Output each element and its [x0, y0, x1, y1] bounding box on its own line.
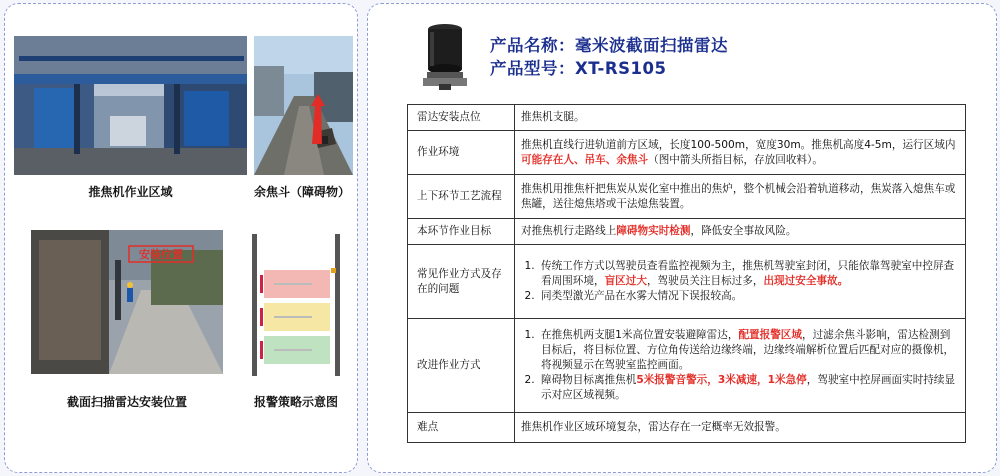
table-row [408, 219, 966, 245]
row-key: 雷达安装点位 [408, 105, 515, 131]
alarm-strategy-diagram [248, 230, 344, 380]
text-segment: ，驾驶员关注目标过多， [646, 275, 764, 287]
table-row [408, 105, 966, 131]
text-segment: 同类型激光产品在水雾大情况下误报较高。 [541, 290, 743, 302]
row-value [515, 245, 966, 319]
table-row [408, 319, 966, 413]
coke-bucket-photo [254, 36, 353, 175]
highlight-text: 出现过安全事故。 [763, 275, 849, 287]
list-item [538, 289, 959, 304]
row-key: 作业环境 [408, 131, 515, 175]
list-item [538, 328, 959, 373]
row-key: 常见作业方式及存在的问题 [408, 245, 515, 319]
row-key: 改进作业方式 [408, 319, 515, 413]
product-name: 毫米波截面扫描雷达 [575, 36, 728, 55]
product-model-line [490, 55, 666, 79]
caption-radar-position: 截面扫描雷达安装位置 [66, 395, 187, 409]
row-value [515, 319, 966, 413]
text-segment: （图中箭头所指目标，存放回收料）。 [648, 153, 823, 166]
table-row [408, 131, 966, 175]
text-segment: ，降低安全事故风险。 [690, 225, 797, 237]
row-key: 上下环节工艺流程 [408, 175, 515, 219]
table-row [408, 175, 966, 219]
highlight-text: 配置报警区域 [738, 329, 802, 341]
text-segment: 推焦机直线行进轨道前方区域，长度100-500m，宽度30m。推焦机高度4-5m，运行区域内 [521, 138, 956, 151]
row-value [515, 219, 966, 245]
text-segment: 障碍物目标离推焦机 [541, 374, 637, 386]
highlight-text: 5米报警音警示，3米减速，1米急停 [636, 374, 807, 386]
text-segment: ，驾驶室中控屏画面实时持续显示对应区域视频。 [541, 374, 956, 401]
table-row [408, 413, 966, 443]
product-name-label: 产品名称： [490, 36, 575, 55]
text-segment: 在推焦机两支腿1米高位置安装避障雷达， [541, 329, 739, 341]
radar-position-photo [31, 230, 223, 374]
list-item [538, 259, 959, 289]
pusher-area-photo [14, 36, 247, 175]
row-value: 推焦机支腿。 [515, 105, 966, 131]
highlight-text: 可能存在人、吊车、余焦斗 [521, 153, 649, 166]
caption-alarm-diagram: 报警策略示意图 [253, 395, 338, 409]
text-segment: 对推焦机行走路线上 [521, 225, 617, 237]
product-model-label: 产品型号： [490, 59, 575, 78]
row-key: 难点 [408, 413, 515, 443]
product-info-table [407, 104, 966, 443]
row-value [515, 131, 966, 175]
radar-product-image [417, 20, 473, 92]
install-position-overlay-label: 安装位置 [139, 249, 183, 261]
caption-pusher-area: 推焦机作业区域 [88, 185, 173, 199]
product-model: XT-RS105 [575, 59, 667, 78]
row-value: 推焦机用推焦杆把焦炭从炭化室中推出的焦炉，整个机械会沿着轨道移动，焦炭落入熄焦车或焦罐，送往熄焦塔或干法熄焦装置。 [515, 175, 966, 219]
text-segment: ，过滤余焦斗影响，雷达检测到目标后，将目标位置、方位角传送给边缘终端，边缘终端解析位置后匹配对应的摄像机，将视频显示在驾驶室监控画面。 [541, 329, 955, 371]
product-name-line [490, 32, 728, 56]
table-row [408, 245, 966, 319]
highlight-text: 障碍物实时检测 [616, 225, 691, 237]
row-key: 本环节作业目标 [408, 219, 515, 245]
list-item [538, 373, 959, 403]
row-value: 推焦机作业区域环境复杂，雷达存在一定概率无效报警。 [515, 413, 966, 443]
highlight-text: 盲区过大 [604, 275, 647, 287]
text-segment: 传统工作方式以驾驶员查看监控视频为主，推焦机驾驶室封闭，只能依靠驾驶室中控屏查看周围环境， [541, 260, 955, 287]
caption-coke-bucket: 余焦斗（障碍物） [253, 185, 350, 199]
